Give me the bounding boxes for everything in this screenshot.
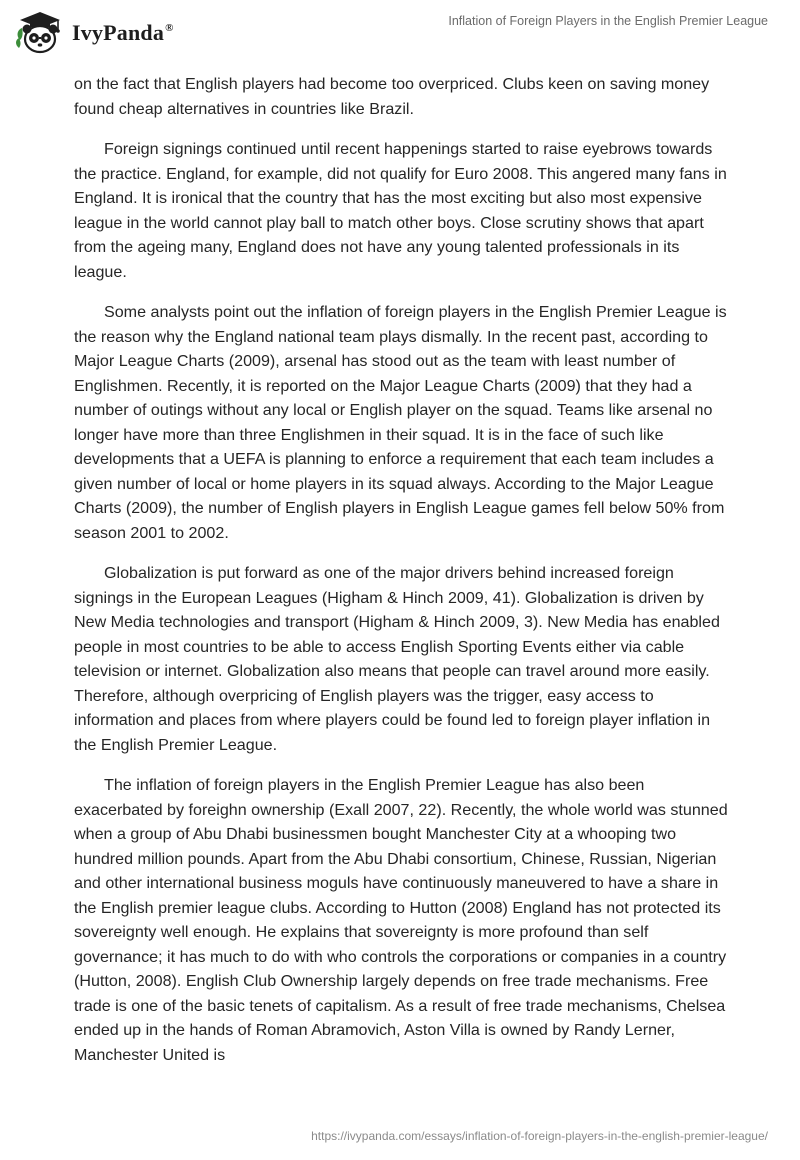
page-header: [0, 0, 800, 68]
document-title: Inflation of Foreign Players in the English Premier League: [448, 14, 768, 28]
panda-graduate-icon: [14, 10, 66, 56]
paragraph: Globalization is put forward as one of the major drivers behind increased foreign signings in the European Leagues (Higham & Hinch 2009, 41). Globalization is driven by New Media technologies and transport (Higham & Hinch 2009, 3). New Media has enabled people in most countries to be able to access English Sporting Events either via cable television or internet. Globalization also means that people can travel around more easily. Therefore, although overpricing of English players was the trigger, easy access to information and places from where players could be found led to foreign player inflation in the English Premier League.: [74, 564, 720, 754]
paragraph: Some analysts point out the inflation of foreign players in the English Premier League is the reason why the England national team plays dismally. In the recent past, according to Major League Charts (2009), arsenal has stood out as the team with least number of Englishmen. Recently, it is reported on the Major League Charts (2009) that they had a number of outings without any local or English player on the squad. Teams like arsenal no longer have more than three Englishmen in their squad. It is in the face of such like developments that a UEFA is planning to enforce a requirement that each team includes a given number of local or home players in its squad always. According to the Major League Charts (2009), the number of English players in English League games fell below 50% from season 2001 to 2002.: [74, 303, 727, 542]
ivypanda-logo[interactable]: [14, 10, 174, 56]
brand-name: IvyPanda®: [72, 20, 174, 45]
source-url-link[interactable]: https://ivypanda.com/essays/inflation-of-foreign-players-in-the-english-premier-league/: [311, 1129, 768, 1143]
paragraph: The inflation of foreign players in the English Premier League has also been exacerbated by foreighn ownership (Exall 2007, 22). Recently, the whole world was stunned when a group of Abu Dhabi businessmen bought Manchester City at a whooping two hundred million pounds. Apart from the Abu Dhabi consortium, Chinese, Russian, Nigerian and other international business moguls have continuously maneuvered to have a share in the English premier league clubs. According to Hutton (2008) England has not protected its sovereignty well enough. He explains that sovereignty is more profound than self governance; it has much to do with who controls the corporations or companies in a country (Hutton, 2008). English Club Ownership largely depends on free trade mechanisms. Free trade is one of the basic tenets of capitalism. As a result of free trade mechanisms, Chelsea ended up in the hands of Roman Abramovich, Aston Villa is owned by Randy Lerner, Manchester United is: [74, 776, 728, 1064]
paragraph: on the fact that English players had become too overpriced. Clubs keen on saving money found cheap alternatives in countries like Brazil.: [74, 75, 710, 118]
essay-body: [74, 72, 728, 1083]
paragraph: Foreign signings continued until recent happenings started to raise eyebrows towards the practice. England, for example, did not qualify for Euro 2008. This angered many fans in England. It is ironical that the country that has the most exciting but also most expensive league in the world cannot play ball to match other boys. Close scrutiny shows that apart from the ageing many, England does not have any young talented professionals in its league.: [74, 140, 727, 281]
